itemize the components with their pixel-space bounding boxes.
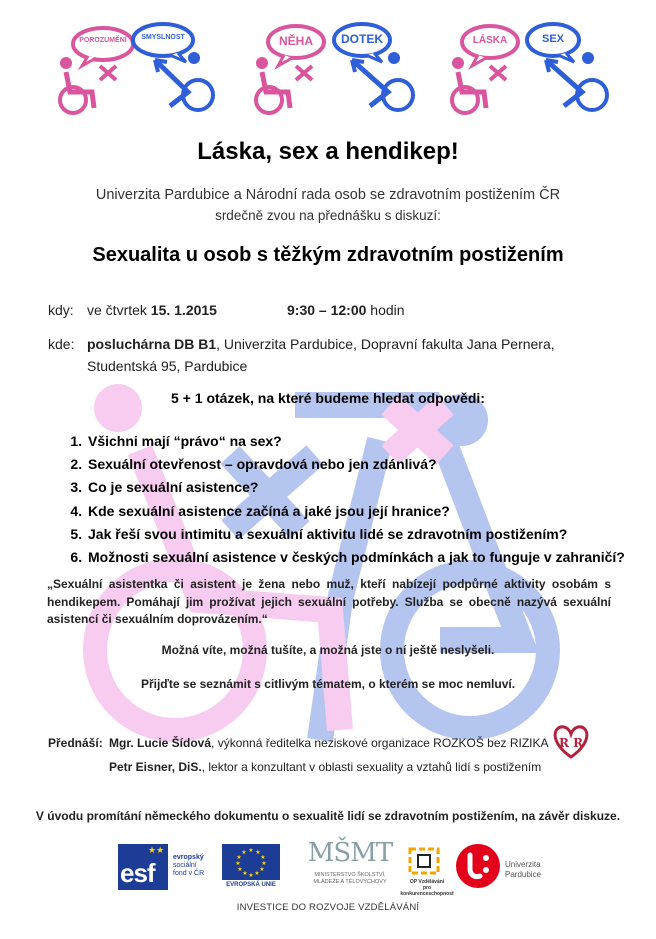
rozkos-logo-icon xyxy=(552,725,590,759)
time-suffix: hodin xyxy=(370,302,405,318)
investice-slogan: INVESTICE DO ROZVOJE VZDĚLÁVÁNÍ xyxy=(236,902,420,913)
svg-text:★: ★ xyxy=(242,870,248,877)
eu-label: EVROPSKÁ UNIE xyxy=(226,882,276,888)
op-emblem-icon xyxy=(406,845,442,877)
bubble-label-2: SMYSLNOST xyxy=(141,34,185,41)
svg-text:★: ★ xyxy=(255,849,261,856)
op-line-2: pro konkurenceschopnost xyxy=(400,885,454,897)
bubble-label-4: DOTEK xyxy=(341,32,383,46)
event-date: 15. 1.2015 xyxy=(150,302,217,318)
bubble-label-5: LÁSKA xyxy=(472,35,508,46)
speaker-1 xyxy=(109,736,549,750)
question-1: 1. Všichni mají “právo“ na sex? xyxy=(86,430,646,453)
msmt-logo xyxy=(305,838,395,894)
where-line1 xyxy=(87,336,607,352)
svg-text:★: ★ xyxy=(237,866,243,873)
eu-logo xyxy=(222,844,280,890)
esf-logo xyxy=(118,844,216,890)
rozkos-logo-text: R R xyxy=(558,736,584,750)
svg-text:★: ★ xyxy=(248,872,254,879)
esf-text-3: fond v ČR xyxy=(173,870,205,877)
when-time xyxy=(287,302,405,318)
up-name-1: Univerzita xyxy=(505,860,541,869)
op-line-1: OP Vzdělávání xyxy=(409,879,445,885)
organizers-line: Univerzita Pardubice a Národní rada osob se zdravotním postižením ČR xyxy=(95,187,561,203)
svg-text:★: ★ xyxy=(259,866,265,873)
where-label: kde: xyxy=(48,336,75,352)
msmt-mark: MŠMT xyxy=(307,838,393,868)
speaker-1-role: , výkonná ředitelka neziskové organizace ROZKOŠ bez RIZIKA xyxy=(211,736,549,750)
speaker-2 xyxy=(109,760,541,774)
header-illustration xyxy=(0,0,656,125)
svg-text:★: ★ xyxy=(260,854,266,861)
invitation-line: srdečně zvou na přednášku s diskuzí: xyxy=(215,208,441,223)
speaker-2-name: Petr Eisner, DiS. xyxy=(109,760,202,774)
eu-flag xyxy=(222,844,280,880)
up-name-2: Pardubice xyxy=(505,870,542,879)
up-emblem-icon xyxy=(455,843,501,889)
definition-quote: „Sexuální asistentka či asistent je žena nebo muž, kteří nabízejí podpůrné aktivity osobám s hendikepem. Pomáhají jim prožívat jejich sexuální potřeby. Služba se obecně nazývá sexuální asistencí či sexuálním doprovázením.“ xyxy=(47,577,611,626)
eu-stars-icon xyxy=(222,844,280,880)
maybe-line: Možná víte, možná tušíte, a možná jste o ní ještě neslyšeli. xyxy=(161,643,495,657)
bubble-label-6: SEX xyxy=(541,33,564,45)
question-4: 4. Kde sexuální asistence začíná a jaké jsou její hranice? xyxy=(86,500,646,523)
op-logo xyxy=(398,845,456,897)
svg-text:★: ★ xyxy=(254,870,260,877)
when-date xyxy=(87,302,217,318)
up-logo xyxy=(455,843,555,893)
star-icon: ★★ xyxy=(148,845,165,855)
event-time: 9:30 – 12:00 xyxy=(287,302,367,318)
question-3: 3. Co je sexuální asistence? xyxy=(86,476,646,499)
question-5: 5. Jak řeší svou intimitu a sexuální aktivitu lidé se zdravotním postižením? xyxy=(86,523,646,546)
esf-mark: esf xyxy=(120,858,155,888)
when-prefix: ve čtvrtek xyxy=(87,302,147,318)
questions-list xyxy=(48,430,646,569)
svg-text:★: ★ xyxy=(236,854,242,861)
question-6: 6. Možnosti sexuální asistence v českých podmínkách a jak to funguje v zahraničí? xyxy=(86,546,646,569)
bubble-label-1: POROZUMĚNÍ xyxy=(79,37,127,44)
where-line2: Studentská 95, Pardubice xyxy=(87,358,248,374)
msmt-line-1: MINISTERSTVO ŠKOLSTVÍ, xyxy=(314,872,386,878)
questions-heading: 5 + 1 otázek, na které budeme hledat odpovědi: xyxy=(171,390,485,406)
svg-text:★: ★ xyxy=(241,849,247,856)
speaker-1-name: Mgr. Lucie Šídová xyxy=(109,736,212,750)
svg-text:★: ★ xyxy=(261,860,267,867)
screening-note: V úvodu promítání německého dokumentu o sexualitě lidí se zdravotním postižením, na závěr diskuze. xyxy=(35,809,621,823)
question-2: 2. Sexuální otevřenost – opravdová nebo jen zdánlivá? xyxy=(86,453,646,476)
esf-text-2: sociální xyxy=(173,862,197,869)
msmt-line-2: MLÁDEŽE A TĚLOVÝCHOVY xyxy=(313,879,387,885)
speakers-label: Přednáší: xyxy=(48,736,103,750)
speaker-2-role: , lektor a konzultant v oblasti sexuality a vztahů lidí s postižením xyxy=(201,760,542,774)
svg-text:★: ★ xyxy=(248,847,254,854)
page-title: Láska, sex a hendikep! xyxy=(197,138,459,165)
esf-text-1: evropský xyxy=(173,854,204,861)
lecture-title: Sexualita u osob s těžkým zdravotním postižením xyxy=(92,244,564,266)
come-line: Přijďte se seznámit s citlivým tématem, o kterém se moc nemluví. xyxy=(140,677,516,691)
venue-name: posluchárna DB B1 xyxy=(87,336,217,352)
when-label: kdy: xyxy=(48,302,74,318)
svg-text:★: ★ xyxy=(235,860,241,867)
esf-text xyxy=(173,854,204,878)
bubble-label-3: NĚHA xyxy=(278,34,313,48)
venue-address: , Univerzita Pardubice, Dopravní fakulta Jana Pernera, xyxy=(216,336,555,352)
